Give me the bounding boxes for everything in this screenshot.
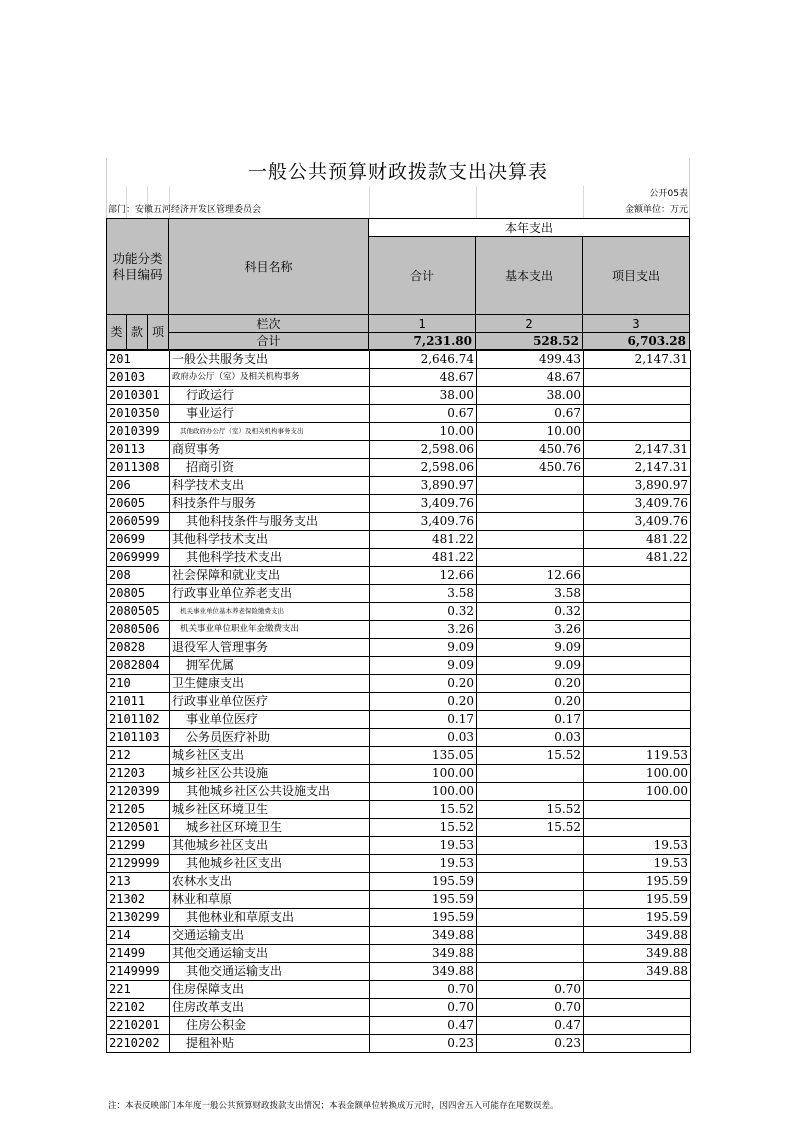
row-total: 19.53 <box>370 855 477 873</box>
department-row <box>106 202 690 218</box>
row-total: 3,409.76 <box>370 495 477 513</box>
page-title: 一般公共预算财政拨款支出决算表 <box>247 161 548 183</box>
lanci-label: 栏次 <box>256 316 281 331</box>
table-row <box>107 567 691 585</box>
table-row <box>107 657 691 675</box>
row-subject-name: 城乡社区环境卫生 <box>170 819 370 837</box>
row-total: 9.09 <box>370 657 477 675</box>
row-basic <box>477 873 584 891</box>
subject-name-label: 科目名称 <box>244 259 293 274</box>
row-project <box>584 423 691 441</box>
row-subject-name: 林业和草原 <box>170 891 370 909</box>
row-basic: 0.70 <box>477 999 584 1017</box>
table-row <box>107 945 691 963</box>
row-total: 3,409.76 <box>370 513 477 531</box>
table-row <box>107 927 691 945</box>
row-code: 210 <box>107 675 170 693</box>
row-basic <box>477 477 584 495</box>
row-basic <box>477 927 584 945</box>
table-row <box>107 801 691 819</box>
row-code: 21205 <box>107 801 170 819</box>
table-row <box>107 621 691 639</box>
table-row <box>107 369 691 387</box>
table-row <box>107 747 691 765</box>
row-code: 2101103 <box>107 729 170 747</box>
row-subject-name: 其他科学技术支出 <box>170 531 370 549</box>
row-project <box>584 405 691 423</box>
project-label: 项目支出 <box>611 268 660 283</box>
row-total: 9.09 <box>370 639 477 657</box>
row-subject-name: 行政事业单位医疗 <box>170 693 370 711</box>
row-total: 38.00 <box>370 387 477 405</box>
row-basic: 9.09 <box>477 657 584 675</box>
heji-cell <box>168 332 369 350</box>
xiang-header <box>147 314 169 350</box>
row-code: 201 <box>107 351 170 369</box>
table-row <box>107 729 691 747</box>
project-header <box>582 236 690 315</box>
row-subject-name: 行政运行 <box>170 387 370 405</box>
row-code: 2210201 <box>107 1017 170 1035</box>
table-row <box>107 783 691 801</box>
table-row <box>107 513 691 531</box>
row-code: 2010399 <box>107 423 170 441</box>
col1-cell <box>368 314 476 333</box>
basic-header <box>475 236 583 315</box>
row-subject-name: 事业单位医疗 <box>170 711 370 729</box>
table-row <box>107 855 691 873</box>
row-code: 2120501 <box>107 819 170 837</box>
row-total: 0.47 <box>370 1017 477 1035</box>
row-project <box>584 657 691 675</box>
row-code: 2149999 <box>107 963 170 981</box>
row-project: 100.00 <box>584 783 691 801</box>
row-code: 22102 <box>107 999 170 1017</box>
row-code: 212 <box>107 747 170 765</box>
kuan-header <box>126 314 148 350</box>
row-total: 0.20 <box>370 693 477 711</box>
row-total: 349.88 <box>370 927 477 945</box>
row-subject-name: 其他科学技术支出 <box>170 549 370 567</box>
row-project: 3,890.97 <box>584 477 691 495</box>
row-total: 10.00 <box>370 423 477 441</box>
row-subject-name: 机关事业单位职业年金缴费支出 <box>170 621 370 639</box>
row-basic <box>477 891 584 909</box>
sum-total-cell <box>368 332 476 350</box>
sum-total-value: 7,231.80 <box>413 334 472 348</box>
unit-label: 金额单位：万元 <box>624 205 688 215</box>
table-row <box>107 891 691 909</box>
row-basic: 0.47 <box>477 1017 584 1035</box>
row-project: 195.59 <box>584 873 691 891</box>
table-row <box>107 639 691 657</box>
row-total: 349.88 <box>370 945 477 963</box>
row-project: 19.53 <box>584 837 691 855</box>
row-code: 21299 <box>107 837 170 855</box>
func-code-label: 功能分类科目编码 <box>112 250 163 282</box>
row-basic: 0.03 <box>477 729 584 747</box>
footnote: 注：本表反映部门本年度一般公共预算财政拨款支出情况；本表金额单位转换成万元时，因四舍五入可能存在尾数误差。 <box>108 1101 559 1111</box>
row-total: 195.59 <box>370 909 477 927</box>
row-code: 2210202 <box>107 1035 170 1053</box>
row-code: 2011308 <box>107 459 170 477</box>
table-row <box>107 765 691 783</box>
lei-header <box>106 314 127 350</box>
row-total: 349.88 <box>370 963 477 981</box>
row-total: 100.00 <box>370 765 477 783</box>
row-code: 21011 <box>107 693 170 711</box>
row-basic <box>477 945 584 963</box>
row-subject-name: 住房公积金 <box>170 1017 370 1035</box>
heji-label: 合计 <box>256 334 281 348</box>
row-code: 20828 <box>107 639 170 657</box>
table-row <box>107 531 691 549</box>
row-subject-name: 其他交通运输支出 <box>170 945 370 963</box>
row-basic <box>477 855 584 873</box>
row-subject-name: 商贸事务 <box>170 441 370 459</box>
row-basic: 48.67 <box>477 369 584 387</box>
row-basic: 0.20 <box>477 693 584 711</box>
row-subject-name: 城乡社区支出 <box>170 747 370 765</box>
expenditure-table <box>106 350 691 1053</box>
row-code: 21203 <box>107 765 170 783</box>
row-basic: 0.32 <box>477 603 584 621</box>
row-subject-name: 其他交通运输支出 <box>170 963 370 981</box>
row-total: 481.22 <box>370 549 477 567</box>
xiang-label: 项 <box>151 325 164 339</box>
kuan-label: 款 <box>130 325 143 339</box>
row-basic: 0.70 <box>477 981 584 999</box>
table-row <box>107 963 691 981</box>
row-basic <box>477 837 584 855</box>
row-total: 0.23 <box>370 1035 477 1053</box>
row-project <box>584 693 691 711</box>
row-project: 2,147.31 <box>584 459 691 477</box>
row-subject-name: 事业运行 <box>170 405 370 423</box>
row-subject-name: 住房改革支出 <box>170 999 370 1017</box>
row-basic: 15.52 <box>477 747 584 765</box>
sum-project-value: 6,703.28 <box>627 334 686 348</box>
row-subject-name: 社会保障和就业支出 <box>170 567 370 585</box>
row-project <box>584 711 691 729</box>
table-row <box>107 387 691 405</box>
table-row <box>107 549 691 567</box>
table-row <box>107 423 691 441</box>
row-basic: 450.76 <box>477 441 584 459</box>
table-row <box>107 603 691 621</box>
row-code: 2080506 <box>107 621 170 639</box>
row-subject-name: 机关事业单位基本养老保险缴费支出 <box>170 603 370 621</box>
row-code: 2101102 <box>107 711 170 729</box>
col1-label: 1 <box>418 316 426 331</box>
row-subject-name: 卫生健康支出 <box>170 675 370 693</box>
row-project: 195.59 <box>584 909 691 927</box>
row-basic: 0.67 <box>477 405 584 423</box>
row-subject-name: 退役军人管理事务 <box>170 639 370 657</box>
row-basic: 0.17 <box>477 711 584 729</box>
row-project <box>584 999 691 1017</box>
col2-cell <box>475 314 583 333</box>
col3-label: 3 <box>632 316 640 331</box>
row-code: 20805 <box>107 585 170 603</box>
table-header <box>106 218 690 350</box>
row-subject-name: 住房保障支出 <box>170 981 370 999</box>
table-row <box>107 1035 691 1053</box>
col3-cell <box>582 314 690 333</box>
row-project <box>584 639 691 657</box>
row-project <box>584 387 691 405</box>
row-code: 20699 <box>107 531 170 549</box>
table-row <box>107 477 691 495</box>
row-project <box>584 1017 691 1035</box>
row-code: 20103 <box>107 369 170 387</box>
row-basic: 0.20 <box>477 675 584 693</box>
row-project: 481.22 <box>584 549 691 567</box>
row-basic: 12.66 <box>477 567 584 585</box>
row-basic: 450.76 <box>477 459 584 477</box>
row-project: 349.88 <box>584 927 691 945</box>
row-project: 195.59 <box>584 891 691 909</box>
sum-basic-value: 528.52 <box>533 334 579 348</box>
row-code: 20605 <box>107 495 170 513</box>
row-code: 21302 <box>107 891 170 909</box>
row-subject-name: 其他城乡社区公共设施支出 <box>170 783 370 801</box>
row-project <box>584 1035 691 1053</box>
table-row <box>107 1017 691 1035</box>
lei-label: 类 <box>110 325 123 339</box>
row-project <box>584 585 691 603</box>
form-number: 公开05表 <box>649 189 688 199</box>
table-row <box>107 909 691 927</box>
row-code: 2080505 <box>107 603 170 621</box>
row-project <box>584 981 691 999</box>
basic-label: 基本支出 <box>504 268 553 283</box>
row-subject-name: 交通运输支出 <box>170 927 370 945</box>
row-basic <box>477 531 584 549</box>
row-subject-name: 拥军优属 <box>170 657 370 675</box>
row-project <box>584 675 691 693</box>
lanci-cell <box>168 314 369 333</box>
row-basic: 10.00 <box>477 423 584 441</box>
row-project: 100.00 <box>584 765 691 783</box>
row-code: 2069999 <box>107 549 170 567</box>
table-row <box>107 819 691 837</box>
row-total: 12.66 <box>370 567 477 585</box>
row-total: 0.17 <box>370 711 477 729</box>
row-total: 15.52 <box>370 819 477 837</box>
row-code: 213 <box>107 873 170 891</box>
row-code: 2010350 <box>107 405 170 423</box>
row-code: 2082804 <box>107 657 170 675</box>
row-total: 2,646.74 <box>370 351 477 369</box>
row-code: 214 <box>107 927 170 945</box>
table-row <box>107 459 691 477</box>
table-row <box>107 711 691 729</box>
row-subject-name: 其他城乡社区支出 <box>170 837 370 855</box>
row-basic <box>477 783 584 801</box>
row-basic <box>477 909 584 927</box>
table-row <box>107 837 691 855</box>
form-number-row <box>106 186 690 202</box>
row-basic <box>477 495 584 513</box>
table-row <box>107 351 691 369</box>
row-project: 3,409.76 <box>584 513 691 531</box>
row-subject-name: 公务员医疗补助 <box>170 729 370 747</box>
row-total: 15.52 <box>370 801 477 819</box>
table-row <box>107 441 691 459</box>
table-row <box>107 693 691 711</box>
row-code: 2060599 <box>107 513 170 531</box>
row-total: 3.26 <box>370 621 477 639</box>
row-basic: 0.23 <box>477 1035 584 1053</box>
row-total: 481.22 <box>370 531 477 549</box>
row-total: 195.59 <box>370 873 477 891</box>
row-code: 2130299 <box>107 909 170 927</box>
table-row <box>107 981 691 999</box>
row-code: 2120399 <box>107 783 170 801</box>
row-total: 2,598.06 <box>370 441 477 459</box>
row-subject-name: 其他科技条件与服务支出 <box>170 513 370 531</box>
row-total: 3.58 <box>370 585 477 603</box>
row-total: 0.67 <box>370 405 477 423</box>
row-code: 206 <box>107 477 170 495</box>
row-project: 3,409.76 <box>584 495 691 513</box>
subject-name-header <box>168 218 369 315</box>
row-basic <box>477 513 584 531</box>
table-row <box>107 405 691 423</box>
row-subject-name: 其他林业和草原支出 <box>170 909 370 927</box>
row-total: 0.20 <box>370 675 477 693</box>
row-subject-name: 城乡社区公共设施 <box>170 765 370 783</box>
table-row <box>107 999 691 1017</box>
row-project <box>584 603 691 621</box>
row-project <box>584 621 691 639</box>
row-basic <box>477 963 584 981</box>
sum-basic-cell <box>475 332 583 350</box>
department-label: 部门：安徽五河经济开发区管理委员会 <box>108 205 262 215</box>
row-total: 0.70 <box>370 981 477 999</box>
row-total: 0.32 <box>370 603 477 621</box>
this-year-header <box>368 218 690 237</box>
row-total: 2,598.06 <box>370 459 477 477</box>
table-row <box>107 585 691 603</box>
total-header <box>368 236 476 315</box>
row-subject-name: 其他政府办公厅（室）及相关机构事务支出 <box>170 423 370 441</box>
row-total: 100.00 <box>370 783 477 801</box>
row-basic: 3.58 <box>477 585 584 603</box>
row-subject-name: 招商引资 <box>170 459 370 477</box>
row-subject-name: 其他城乡社区支出 <box>170 855 370 873</box>
row-total: 48.67 <box>370 369 477 387</box>
func-code-header <box>106 218 169 315</box>
row-project <box>584 369 691 387</box>
row-total: 19.53 <box>370 837 477 855</box>
row-project: 2,147.31 <box>584 441 691 459</box>
row-subject-name: 农林水支出 <box>170 873 370 891</box>
row-subject-name: 政府办公厅（室）及相关机构事务 <box>170 369 370 387</box>
row-code: 21499 <box>107 945 170 963</box>
row-total: 195.59 <box>370 891 477 909</box>
row-total: 0.03 <box>370 729 477 747</box>
sum-project-cell <box>582 332 690 350</box>
table-row <box>107 675 691 693</box>
row-project <box>584 801 691 819</box>
row-project: 481.22 <box>584 531 691 549</box>
row-project: 349.88 <box>584 945 691 963</box>
row-project: 19.53 <box>584 855 691 873</box>
row-total: 3,890.97 <box>370 477 477 495</box>
row-project <box>584 819 691 837</box>
row-basic: 15.52 <box>477 819 584 837</box>
this-year-label: 本年支出 <box>504 220 553 235</box>
row-basic <box>477 765 584 783</box>
row-code: 208 <box>107 567 170 585</box>
row-basic: 3.26 <box>477 621 584 639</box>
row-code: 2129999 <box>107 855 170 873</box>
row-subject-name: 城乡社区环境卫生 <box>170 801 370 819</box>
row-basic: 38.00 <box>477 387 584 405</box>
row-code: 221 <box>107 981 170 999</box>
table-row <box>107 495 691 513</box>
row-subject-name: 行政事业单位养老支出 <box>170 585 370 603</box>
row-project: 349.88 <box>584 963 691 981</box>
table-row <box>107 873 691 891</box>
row-basic: 15.52 <box>477 801 584 819</box>
row-subject-name: 科学技术支出 <box>170 477 370 495</box>
row-subject-name: 提租补贴 <box>170 1035 370 1053</box>
row-project <box>584 729 691 747</box>
total-label: 合计 <box>409 268 434 283</box>
row-basic: 499.43 <box>477 351 584 369</box>
row-project <box>584 567 691 585</box>
row-subject-name: 科技条件与服务 <box>170 495 370 513</box>
row-total: 0.70 <box>370 999 477 1017</box>
row-code: 20113 <box>107 441 170 459</box>
row-project: 119.53 <box>584 747 691 765</box>
row-project: 2,147.31 <box>584 351 691 369</box>
row-total: 135.05 <box>370 747 477 765</box>
col2-label: 2 <box>525 316 533 331</box>
row-basic: 9.09 <box>477 639 584 657</box>
row-code: 2010301 <box>107 387 170 405</box>
row-basic <box>477 549 584 567</box>
row-subject-name: 一般公共服务支出 <box>170 351 370 369</box>
